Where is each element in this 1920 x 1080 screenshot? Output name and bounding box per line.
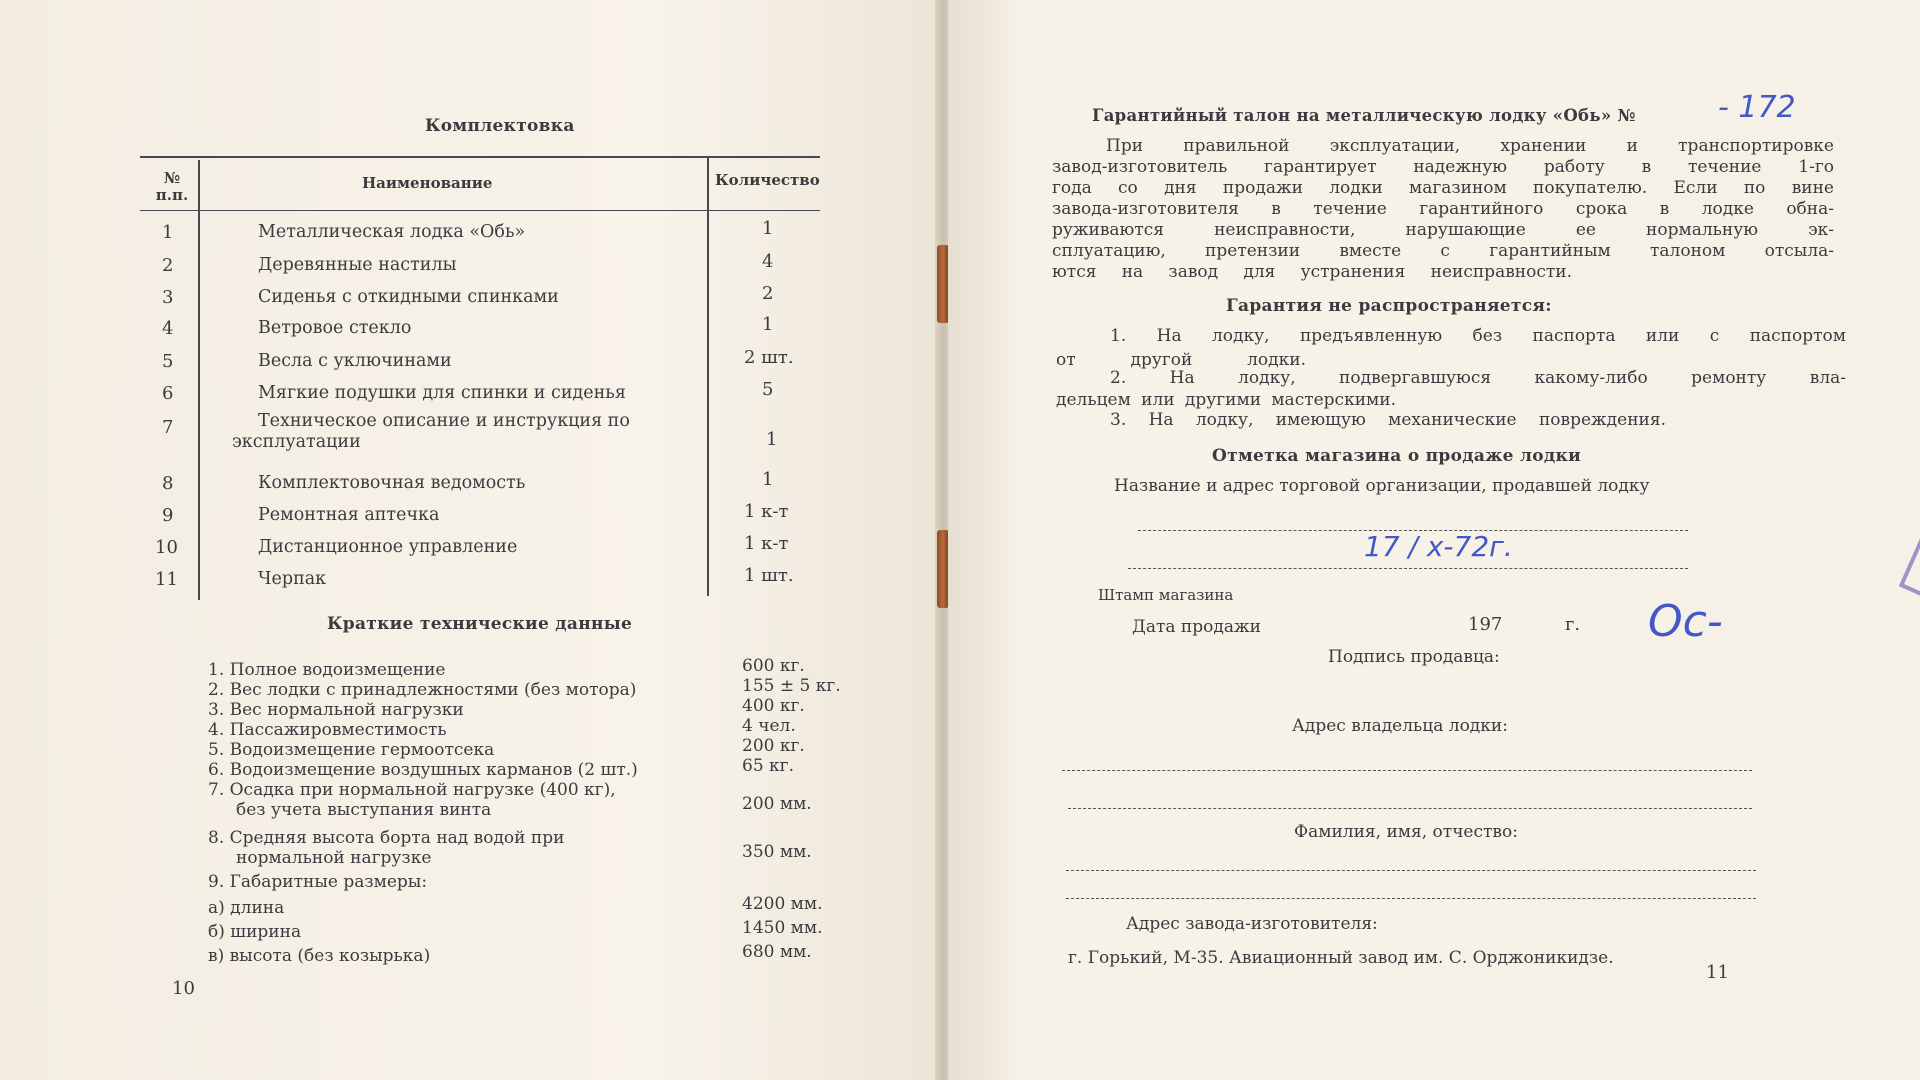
serial-number-handwritten: - 172	[1718, 90, 1796, 125]
tech-value: 400 кг.	[742, 696, 805, 716]
page-number: 11	[1706, 962, 1729, 983]
table-top-rule	[140, 156, 820, 158]
not-covered-line: 2. На лодку, подвергавшуюся какому-либо ремонту вла-	[1110, 368, 1846, 388]
tech-label: б) ширина	[208, 922, 302, 942]
owner-address-line	[1068, 808, 1752, 810]
table-cell-number: 2	[162, 255, 174, 276]
table-col-rule	[707, 158, 709, 596]
table-cell-quantity: 1	[762, 314, 774, 335]
header-number: № п.п.	[155, 169, 189, 204]
tech-label: 4. Пассажировместимость	[208, 720, 447, 740]
table-cell-quantity: 1 к-т	[744, 533, 789, 554]
table-cell-name: Комплектовочная ведомость	[258, 473, 526, 493]
factory-address	[1068, 928, 1686, 968]
table-cell-quantity: 5	[762, 379, 774, 400]
tech-value: 155 ± 5 кг.	[742, 676, 841, 696]
not-covered-line: дельцем или другими мастерскими.	[1056, 390, 1396, 410]
not-covered-title: Гарантия не распространяется:	[1226, 296, 1552, 316]
shop-name-label: Название и адрес торговой организации, продавшей лодку	[1114, 476, 1650, 496]
tech-value: 600 кг.	[742, 656, 805, 676]
shop-name-line	[1128, 568, 1688, 570]
seller-signature: Ос-	[1648, 596, 1723, 647]
tech-label: 5. Водоизмещение гермоотсека	[208, 740, 495, 760]
not-covered-line: от другой лодки.	[1056, 350, 1306, 370]
table-cell-number: 7	[162, 417, 174, 438]
table-cell-name: Ремонтная аптечка	[258, 505, 440, 525]
tech-label: без учета выступания винта	[236, 800, 492, 820]
tech-label: 9. Габаритные размеры:	[208, 872, 428, 892]
table-cell-name: Деревянные настилы	[258, 255, 457, 275]
intro-line: ются на завод для устранения неисправности.	[1052, 262, 1572, 282]
table-cell-number: 11	[155, 569, 178, 590]
intro-line: года со дня продажи лодки магазином покупателю. Если по вине	[1052, 178, 1834, 198]
seller-signature-label: Подпись продавца:	[1328, 647, 1500, 667]
table-cell-number: 8	[162, 473, 174, 494]
table-cell-number: 10	[155, 537, 178, 558]
tech-value: 4 чел.	[742, 716, 796, 736]
tech-value: 200 мм.	[742, 794, 812, 814]
table-header-rule	[140, 210, 820, 211]
tech-label: 6. Водоизмещение воздушных карманов (2 шт.)	[208, 760, 638, 780]
intro-line: завод-изготовитель гарантирует надежную работу в течение 1-го	[1052, 157, 1834, 177]
tech-label: в) высота (без козырька)	[208, 946, 431, 966]
table-cell-number: 5	[162, 351, 174, 372]
stamp-label: Штамп магазина	[1098, 586, 1234, 604]
owner-name-line	[1066, 870, 1756, 872]
tech-label: а) длина	[208, 898, 285, 918]
tech-value: 4200 мм.	[742, 894, 823, 914]
header-name: Наименование	[362, 174, 493, 192]
owner-address-label: Адрес владельца лодки:	[1292, 716, 1508, 736]
tech-value: 680 мм.	[742, 942, 812, 962]
tech-value: 200 кг.	[742, 736, 805, 756]
table-cell-name: Ветровое стекло	[258, 318, 412, 338]
table-cell-name: Черпак	[258, 569, 327, 589]
shop-stamp	[1899, 437, 1920, 736]
tech-label: 1. Полное водоизмещение	[208, 660, 446, 680]
table-cell-number: 6	[162, 383, 174, 404]
tech-title: Краткие технические данные	[327, 614, 633, 634]
left-page	[0, 0, 940, 1080]
table-cell-quantity: 1	[762, 469, 774, 490]
table-col-rule	[198, 160, 200, 600]
owner-address-line	[1062, 770, 1752, 772]
tech-label: 7. Осадка при нормальной нагрузке (400 кг),	[208, 780, 616, 800]
table-cell-number: 4	[162, 318, 174, 339]
table-cell-quantity: 1 к-т	[744, 501, 789, 522]
not-covered-line: 3. На лодку, имеющую механические повреждения.	[1110, 410, 1666, 430]
table-cell-quantity: 4	[762, 251, 774, 272]
sale-date-label: Дата продажи	[1132, 617, 1261, 637]
tech-label: 8. Средняя высота борта над водой при	[208, 828, 565, 848]
factory-address-text: г. Горький, М-35. Авиационный завод им. С. Орджоникидзе.	[1068, 948, 1614, 968]
table-cell-number: 1	[162, 222, 174, 243]
table-cell-quantity: 1 шт.	[744, 565, 794, 586]
table-cell-quantity: 2	[762, 283, 774, 304]
owner-name-line	[1066, 898, 1756, 900]
table-cell-name: Дистанционное управление	[258, 537, 518, 557]
right-page	[948, 0, 1920, 1080]
intro-line: завода-изготовителя в течение гарантийного срока в лодке обна-	[1052, 199, 1834, 219]
table-cell-number: 3	[162, 287, 174, 308]
tech-value: 350 мм.	[742, 842, 812, 862]
not-covered-line: 1. На лодку, предъявленную без паспорта или с паспортом	[1110, 326, 1846, 346]
table-cell-name: Мягкие подушки для спинки и сиденья	[258, 383, 626, 403]
table-cell-quantity: 1	[762, 218, 774, 239]
header-quantity: Количество	[715, 171, 820, 189]
table-cell-name: Весла с уключинами	[258, 351, 452, 371]
table-cell-name: Сиденья с откидными спинками	[258, 287, 559, 307]
table-cell-quantity: 2 шт.	[744, 347, 794, 368]
table-cell-number: 9	[162, 505, 174, 526]
tech-value: 65 кг.	[742, 756, 794, 776]
factory-address-label: Адрес завода-изготовителя:	[1126, 914, 1378, 934]
kit-title: Комплектовка	[425, 116, 575, 136]
sale-year-suffix: г.	[1565, 614, 1581, 635]
table-cell-name: Металлическая лодка «Обь»	[258, 222, 526, 242]
table-cell-name: Техническое описание и инструкция по	[258, 411, 630, 431]
tech-label: 2. Вес лодки с принадлежностями (без мотора)	[208, 680, 637, 700]
warranty-title: Гарантийный талон на металлическую лодку «Обь» №	[1092, 106, 1636, 125]
tech-label: нормальной нагрузке	[236, 848, 432, 868]
owner-name-label: Фамилия, имя, отчество:	[1294, 822, 1518, 842]
shop-mark-title: Отметка магазина о продаже лодки	[1212, 446, 1582, 466]
intro-line: При правильной эксплуатации, хранении и транспортировке	[1106, 136, 1834, 156]
table-cell-quantity: 1	[766, 429, 778, 450]
page-number: 10	[172, 978, 195, 999]
tech-value: 1450 мм.	[742, 918, 823, 938]
intro-line: сплуатацию, претензии вместе с гарантийным талоном отсыла-	[1052, 241, 1834, 261]
tech-label: 3. Вес нормальной нагрузки	[208, 700, 464, 720]
table-cell-name: эксплуатации	[232, 432, 361, 452]
sale-date-handwritten: 17 / x-72г.	[1364, 530, 1513, 563]
sale-year: 197	[1468, 614, 1503, 635]
intro-line: руживаются неисправности, нарушающие ее нормальную эк-	[1052, 220, 1834, 240]
